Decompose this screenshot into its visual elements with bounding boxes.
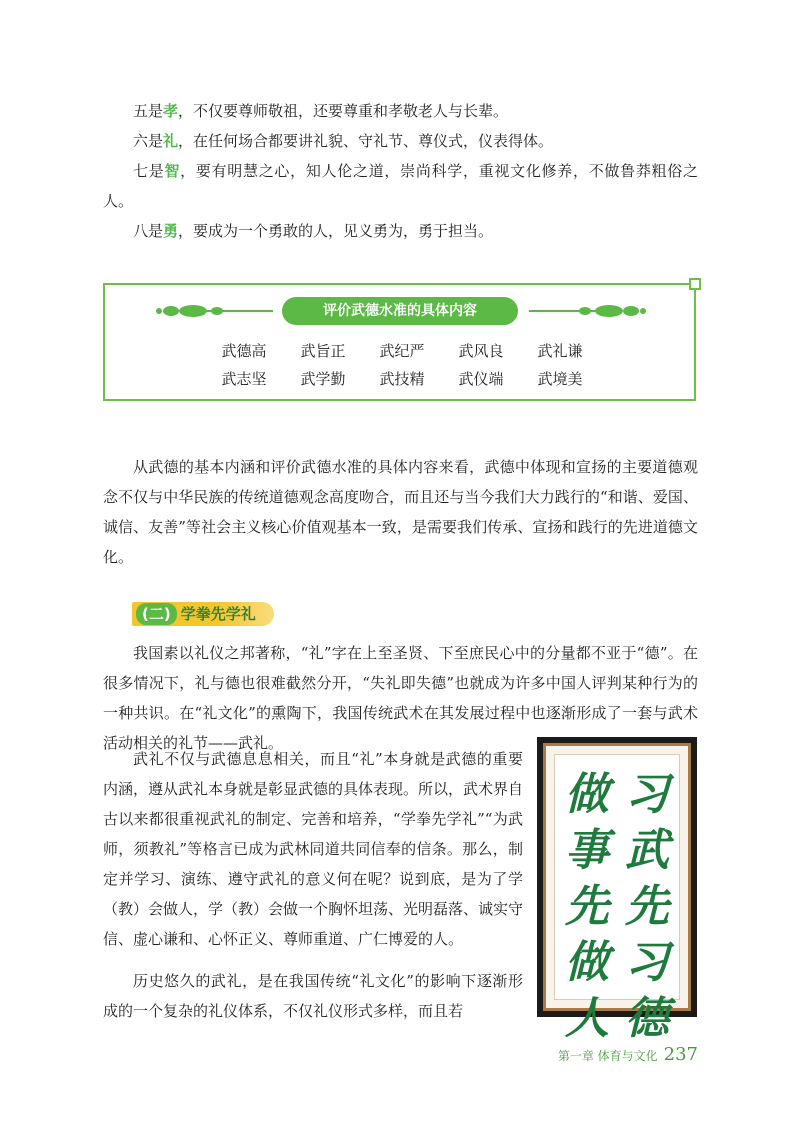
standard-item: 武仪端 (458, 370, 504, 388)
calligraphy-image (537, 737, 697, 1044)
standard-item: 武礼谦 (537, 342, 583, 360)
standard-item: 武旨正 (300, 342, 346, 360)
standard-item: 武德高 (221, 342, 267, 360)
calligraphy-column-right (619, 767, 675, 1047)
calligraphy-char: 武 (625, 825, 669, 876)
left-ornament-icon (153, 302, 273, 320)
calligraphy-char: 先 (565, 881, 609, 932)
standard-item: 武纪严 (379, 342, 425, 360)
page-footer (558, 1044, 698, 1065)
section-title: 学拳先学礼 (180, 605, 256, 623)
virtue-6: 六是礼，在任何场合都要讲礼貌、守礼节、尊仪式，仪表得体。 (133, 132, 554, 150)
page-number: 237 (663, 1044, 698, 1065)
standard-item: 武风良 (458, 342, 504, 360)
calligraphy-char: 事 (565, 825, 609, 876)
virtue-7: 七是智，要有明慧之心，知人伦之道，崇尚科学，重视文化修养，不做鲁莽粗俗之人。 (103, 162, 698, 210)
summary-paragraph: 从武德的基本内涵和评价武德水准的具体内容来看，武德中体现和宣扬的主要道德观念不仅与中华民族的传统道德观念高度吻合，而且还与当今我们大力践行的“和谐、爱国、诚信、友善”等社会主义核心价值观基本一致，是需要我们传承、宣扬和践行的先进道德文化。 (103, 458, 698, 566)
right-ornament-icon (529, 302, 649, 320)
virtue-8: 八是勇，要成为一个勇敢的人，见义勇为，勇于担当。 (133, 222, 494, 240)
corner-ornament-icon (689, 278, 701, 290)
paragraph-1: 我国素以礼仪之邦著称，“礼”字在上至圣贤、下至庶民心中的分量都不亚于“德”。在很多情况下，礼与德也很难截然分开，“失礼即失德”也就成为许多中国人评判某种行为的一种共识。在“礼文化”的熏陶下，我国传统武术在其发展过程中也逐渐形成了一套与武术活动相关的礼节——武礼。 (103, 644, 698, 752)
standard-item: 武学勤 (300, 370, 346, 388)
calligraphy-paper (554, 754, 680, 1044)
standards-box (103, 283, 696, 401)
chapter-label: 第一章 体育与文化 (557, 1049, 658, 1063)
calligraphy-char: 做 (565, 769, 609, 820)
standard-item: 武技精 (379, 370, 425, 388)
calligraphy-char: 习 (625, 937, 669, 988)
calligraphy-char: 先 (625, 881, 669, 932)
virtue-5: 五是孝，不仅要尊师敬祖，还要尊重和孝敬老人与长辈。 (133, 102, 509, 120)
paragraph-3: 历史悠久的武礼，是在我国传统“礼文化”的影响下逐渐形成的一个复杂的礼仪体系，不仅礼仪形式多样，而且若 (103, 972, 523, 1020)
calligraphy-char: 人 (565, 993, 609, 1044)
standard-item: 武志坚 (221, 370, 267, 388)
calligraphy-mat (543, 743, 691, 1044)
box-title: 评价武德水准的具体内容 (282, 297, 518, 325)
calligraphy-column-left (559, 767, 615, 1047)
standard-item: 武境美 (537, 370, 583, 388)
calligraphy-char: 做 (565, 937, 609, 988)
calligraphy-char: 德 (625, 993, 669, 1044)
section-number: (二) (136, 603, 177, 625)
section-heading (136, 603, 256, 625)
calligraphy-char: 习 (625, 769, 669, 820)
paragraph-2: 武礼不仅与武德息息相关，而且“礼”本身就是武德的重要内涵，遵从武礼本身就是彰显武德的具体表现。所以，武术界自古以来都很重视武礼的制定、完善和培养，“学拳先学礼”“为武师，须教礼”等格言已成为武林同道共同信奉的信条。那么，制定并学习、演练、遵守武礼的意义何在呢？说到底，是为了学（教）会做人，学（教）会做一个胸怀坦荡、光明磊落、诚实守信、虚心谦和、心怀正义、尊师重道、广仁博爱的人。 (103, 750, 524, 948)
